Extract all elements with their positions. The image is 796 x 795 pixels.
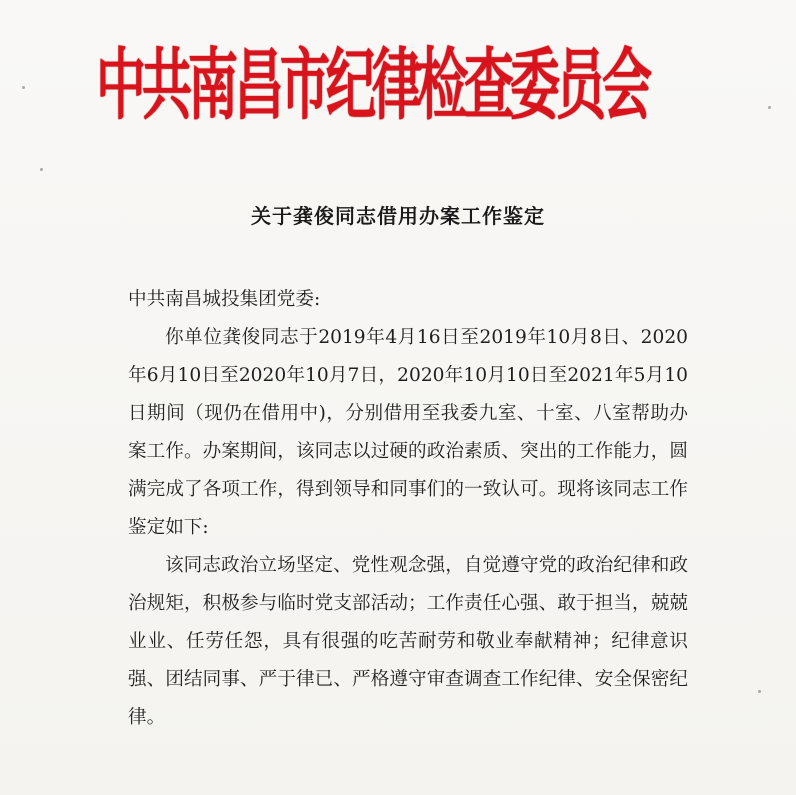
document-title: 关于龚俊同志借用办案工作鉴定 — [251, 204, 545, 228]
scan-speck — [758, 690, 761, 693]
scan-speck — [768, 106, 771, 109]
salutation: 中共南昌城投集团党委: — [128, 289, 321, 310]
paragraph: 你单位龚俊同志于2019年4月16日至2019年10月8日、2020年6月10日至2020年10月7日，2020年10月10日至2021年5月10日期间（现仍在借用中)，分别借用至我委九室、十室、八室帮助办案工作。办案期间，该同志以过硬的政治素质、突出的工作能力，圆满完成了各项工作，得到领导和同事们的一致认可。现将该同志工作鉴定如下: — [128, 327, 688, 538]
paragraph: 该同志政治立场坚定、党性观念强，自觉遵守党的政治纪律和政治规矩，积极参与临时党支部活动；工作责任心强、敢于担当，兢兢业业、任劳任怨，具有很强的吃苦耐劳和敬业奉献精神；纪律意识强、团结同事、严于律已、严格遵守审查调查工作纪律、安全保密纪律。 — [128, 555, 688, 728]
scan-speck — [40, 168, 43, 171]
organization-header: 中共南昌市纪律检查委员会 — [96, 40, 648, 130]
document-body — [128, 281, 688, 737]
scan-speck — [22, 86, 25, 89]
